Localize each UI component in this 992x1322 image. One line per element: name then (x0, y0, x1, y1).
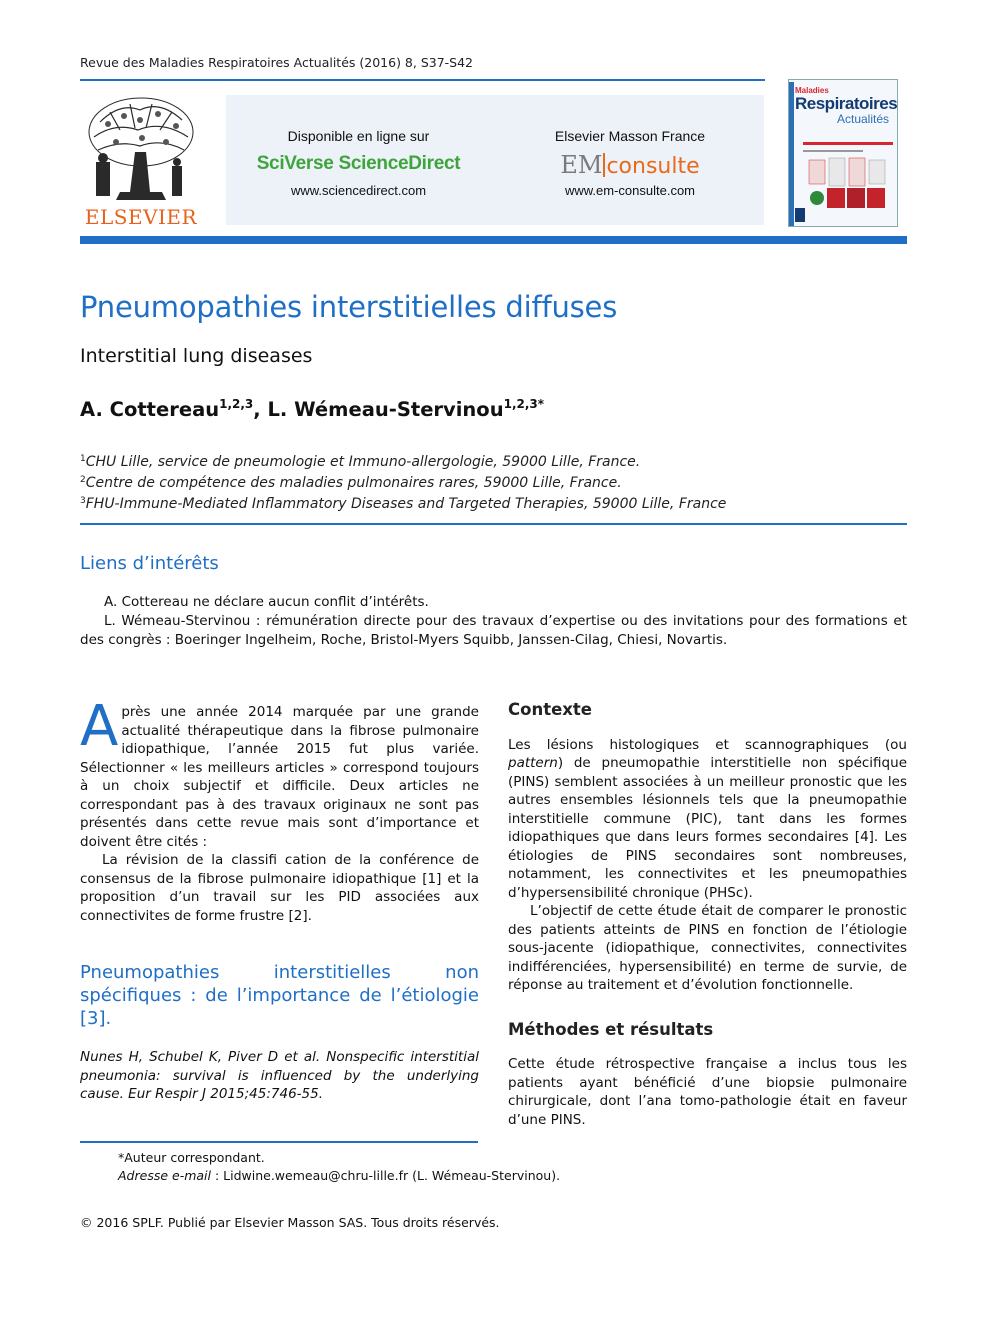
author-1-affil: 1,2,3 (219, 397, 254, 411)
section-heading-pins: Pneumopathies interstitielles non spécifiques : de l’importance de l’étiologie [3]. (80, 962, 479, 1029)
context-paragraph-2: L’objectif de cette étude était de comparer le pronostic des patients atteints de PINS en fonction de l’étiologie sous-jacente (idiopathique, connectivites, connectivites indifférenciées, hypersensibilité) en terme de survie, de réponse au traitement et d’évolution fonctionnelle. (508, 903, 907, 993)
right-column (508, 701, 907, 1129)
footnote-email: Adresse e-mail : Lidwine.wemeau@chru-lille.fr (L. Wémeau-Stervinou). (118, 1168, 561, 1183)
cover-top-text: Maladies (795, 86, 829, 95)
em-suffix: consulte (606, 154, 700, 179)
left-column (80, 694, 479, 1104)
drop-cap: A (80, 694, 119, 759)
author-2-affil: 1,2,3* (503, 397, 545, 411)
author-list: A. Cottereau$^{1,2,3}$, L. Wémeau-Stervinou$^{1,2,3*}$ (80, 397, 545, 421)
footnote-corresponding: *Auteur correspondant. (118, 1150, 265, 1165)
author-1: A. Cottereau (80, 398, 220, 421)
affiliation-1: $^1$CHU Lille, service de pneumologie et Immuno-allergologie, 59000 Lille, France. (80, 454, 641, 470)
journal-cover (788, 79, 898, 227)
header-thick-rule (80, 236, 907, 244)
online-label: Disponible en ligne sur (287, 128, 430, 144)
sciencedirect-url[interactable]: www.sciencedirect.com (290, 183, 427, 198)
affiliation-3: $^3$FHU-Immune-Mediated Inflammatory Diseases and Targeted Therapies, 59000 Lille, France (80, 496, 727, 512)
availability-banner (226, 95, 764, 225)
context-paragraph-1: Les lésions histologiques et scannographiques (ou pattern) de pneumopathie interstitielle non spécifique (PINS) semblent associées à un meilleur pronostic que les autres ensembles lésionnels tels que la pneumopathie interstitielle commune (PIC), tant dans les formes idiopathiques que dans leurs formes secondaires [4]. Les étiologies de PINS secondaires sont nombreuses, notamment, les connectivites et les pneumopathies d’hypersensibilité chronique (PHSc). (508, 736, 907, 901)
intro-paragraph: Après une année 2014 marquée par une grande actualité thérapeutique dans la fibrose pulmonaire idiopathique, l’année 2015 fut plus variée. Sélectionner « les meilleurs articles » correspond toujours à un choix subjectif et difficile. Deux articles ne correspondant pas à des travaux originaux ne sont pas présentés dans cette revue mais sont d’importance et doivent être cités : (80, 694, 479, 850)
reference-citation: Nunes H, Schubel K, Piver D et al. Nonspecific interstitial pneumonia: survival is influenced by the underlying cause. Eur Respir J 2015;45:746-55. (80, 1049, 479, 1102)
cover-title: Respiratoires (795, 94, 898, 113)
affiliation-rule (80, 523, 907, 525)
affiliations (80, 450, 726, 513)
copyright-notice: © 2016 SPLF. Publié par Elsevier Masson SAS. Tous droits réservés. (80, 1215, 500, 1230)
coi-paragraph-1: A. Cottereau ne déclare aucun conflit d’intérêts. (104, 594, 429, 610)
intro-paragraph-2: La révision de la classifi cation de la conférence de consensus de la fibrose pulmonaire idiopathique [1] et la proposition d’un travail sur les PID associées aux connectivites de forme frustre [2]. (80, 852, 479, 924)
header-rule (80, 79, 765, 81)
sciencedirect-logo: SciVerse ScienceDirect (256, 153, 461, 174)
coi-paragraph-2: L. Wémeau-Stervinou : rémunération directe pour des travaux d’expertise ou des invitations pour des formations et des congrès : Boeringer Ingelheim, Roche, Bristol-Myers Squibb, Janssen-Cilag, Chiesi, Novartis. (80, 613, 907, 648)
coi-heading: Liens d’intérêts (80, 553, 219, 574)
tree-logo-icon (80, 92, 202, 207)
publisher-label: Elsevier Masson France (554, 128, 706, 144)
footnote-rule (80, 1141, 478, 1143)
em-prefix: EM (560, 151, 603, 179)
elsevier-logo (80, 92, 202, 227)
author-2: L. Wémeau-Stervinou (267, 398, 504, 421)
emconsulte-url[interactable]: www.em-consulte.com (564, 183, 696, 198)
heading-methodes: Méthodes et résultats (508, 1019, 714, 1039)
affiliation-2: $^2$Centre de compétence des maladies pulmonaires rares, 59000 Lille, France. (80, 475, 622, 491)
journal-reference: Revue des Maladies Respiratoires Actualités (2016) 8, S37-S42 (80, 55, 474, 70)
heading-contexte: Contexte (508, 700, 592, 719)
cover-subtitle: Actualités (837, 112, 890, 126)
article-subtitle: Interstitial lung diseases (80, 345, 313, 367)
cover-illustration-icon (789, 80, 898, 227)
article-title: Pneumopathies interstitielles diffuses (80, 290, 618, 324)
elsevier-wordmark: ELSEVIER (84, 205, 198, 229)
emconsulte-logo (496, 151, 764, 179)
methods-paragraph: Cette étude rétrospective française a inclus tous les patients ayant bénéficié d’une biopsie pulmonaire chirurgicale, dont l’ana tomo-pathologie était en faveur d’une PINS. (508, 1056, 907, 1128)
